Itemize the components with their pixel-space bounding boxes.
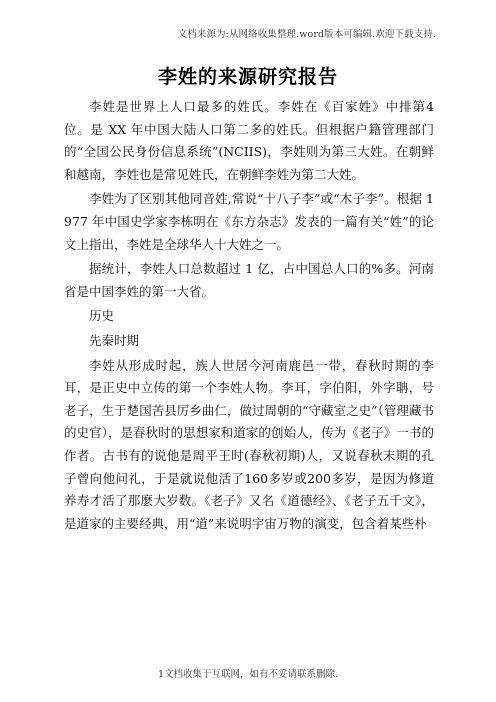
section-heading-history: 历史 [89, 308, 115, 324]
paragraph-statistics: 据统计，李姓人口总数超过 1 亿，占中国总人口的%多。河南省是中国李姓的第一大省。 [64, 261, 434, 299]
section-heading-pre-qin: 先秦时期 [89, 332, 140, 348]
paragraph-li-er: 李姓从形成时起，族人世居今河南鹿邑一带，春秋时期的李耳，是正史中立传的第一个李姓人物。李耳，字伯阳，外字聃，号老子，生于楚国苦县厉乡曲仁，做过周朝的“守藏室之史”（管理藏书的史官），是春秋时的思想家和道家的创始人，传为《老子》一书的作者。古书有的说他是周平王时(春秋初期)人，又说春秋末期的孔子曾向他问礼，于是就说他活了160多岁或200多岁，是因为修道养寿才活了那麽大岁数。《老子》又名《道德经》、《老子五千文》，是道家的主要经典，用“道”来说明宇宙万物的演变，包含着某些朴 [64, 357, 434, 531]
page-title: 李姓的来源研究报告 [157, 66, 338, 88]
footer-note: 1文档收集于互联网，如有不妥请联系删除. [157, 669, 339, 680]
paragraph-homophone: 李姓为了区别其他同音姓,常说“十八子李”或“木子李”。根据 1977 年中国史学家李栋明在《东方杂志》发表的一篇有关“姓”的论文上指出，李姓是全球华人十大姓之一。 [64, 191, 434, 252]
paragraph-intro: 李姓是世界上人口最多的姓氏。李姓在《百家姓》中排第4位。是 XX 年中国大陆人口第二多的姓氏。但根据户籍管理部门的“全国公民身份信息系统”(NCIIS)，李姓则为第三大姓。在朝鲜和越南，李姓也是常见姓氏，在朝鲜李姓为第二大姓。 [64, 99, 434, 182]
document-body [64, 96, 434, 537]
header-note: 文档来源为:从网络收集整理.word版本可编辑.欢迎下载支持. [177, 29, 436, 40]
